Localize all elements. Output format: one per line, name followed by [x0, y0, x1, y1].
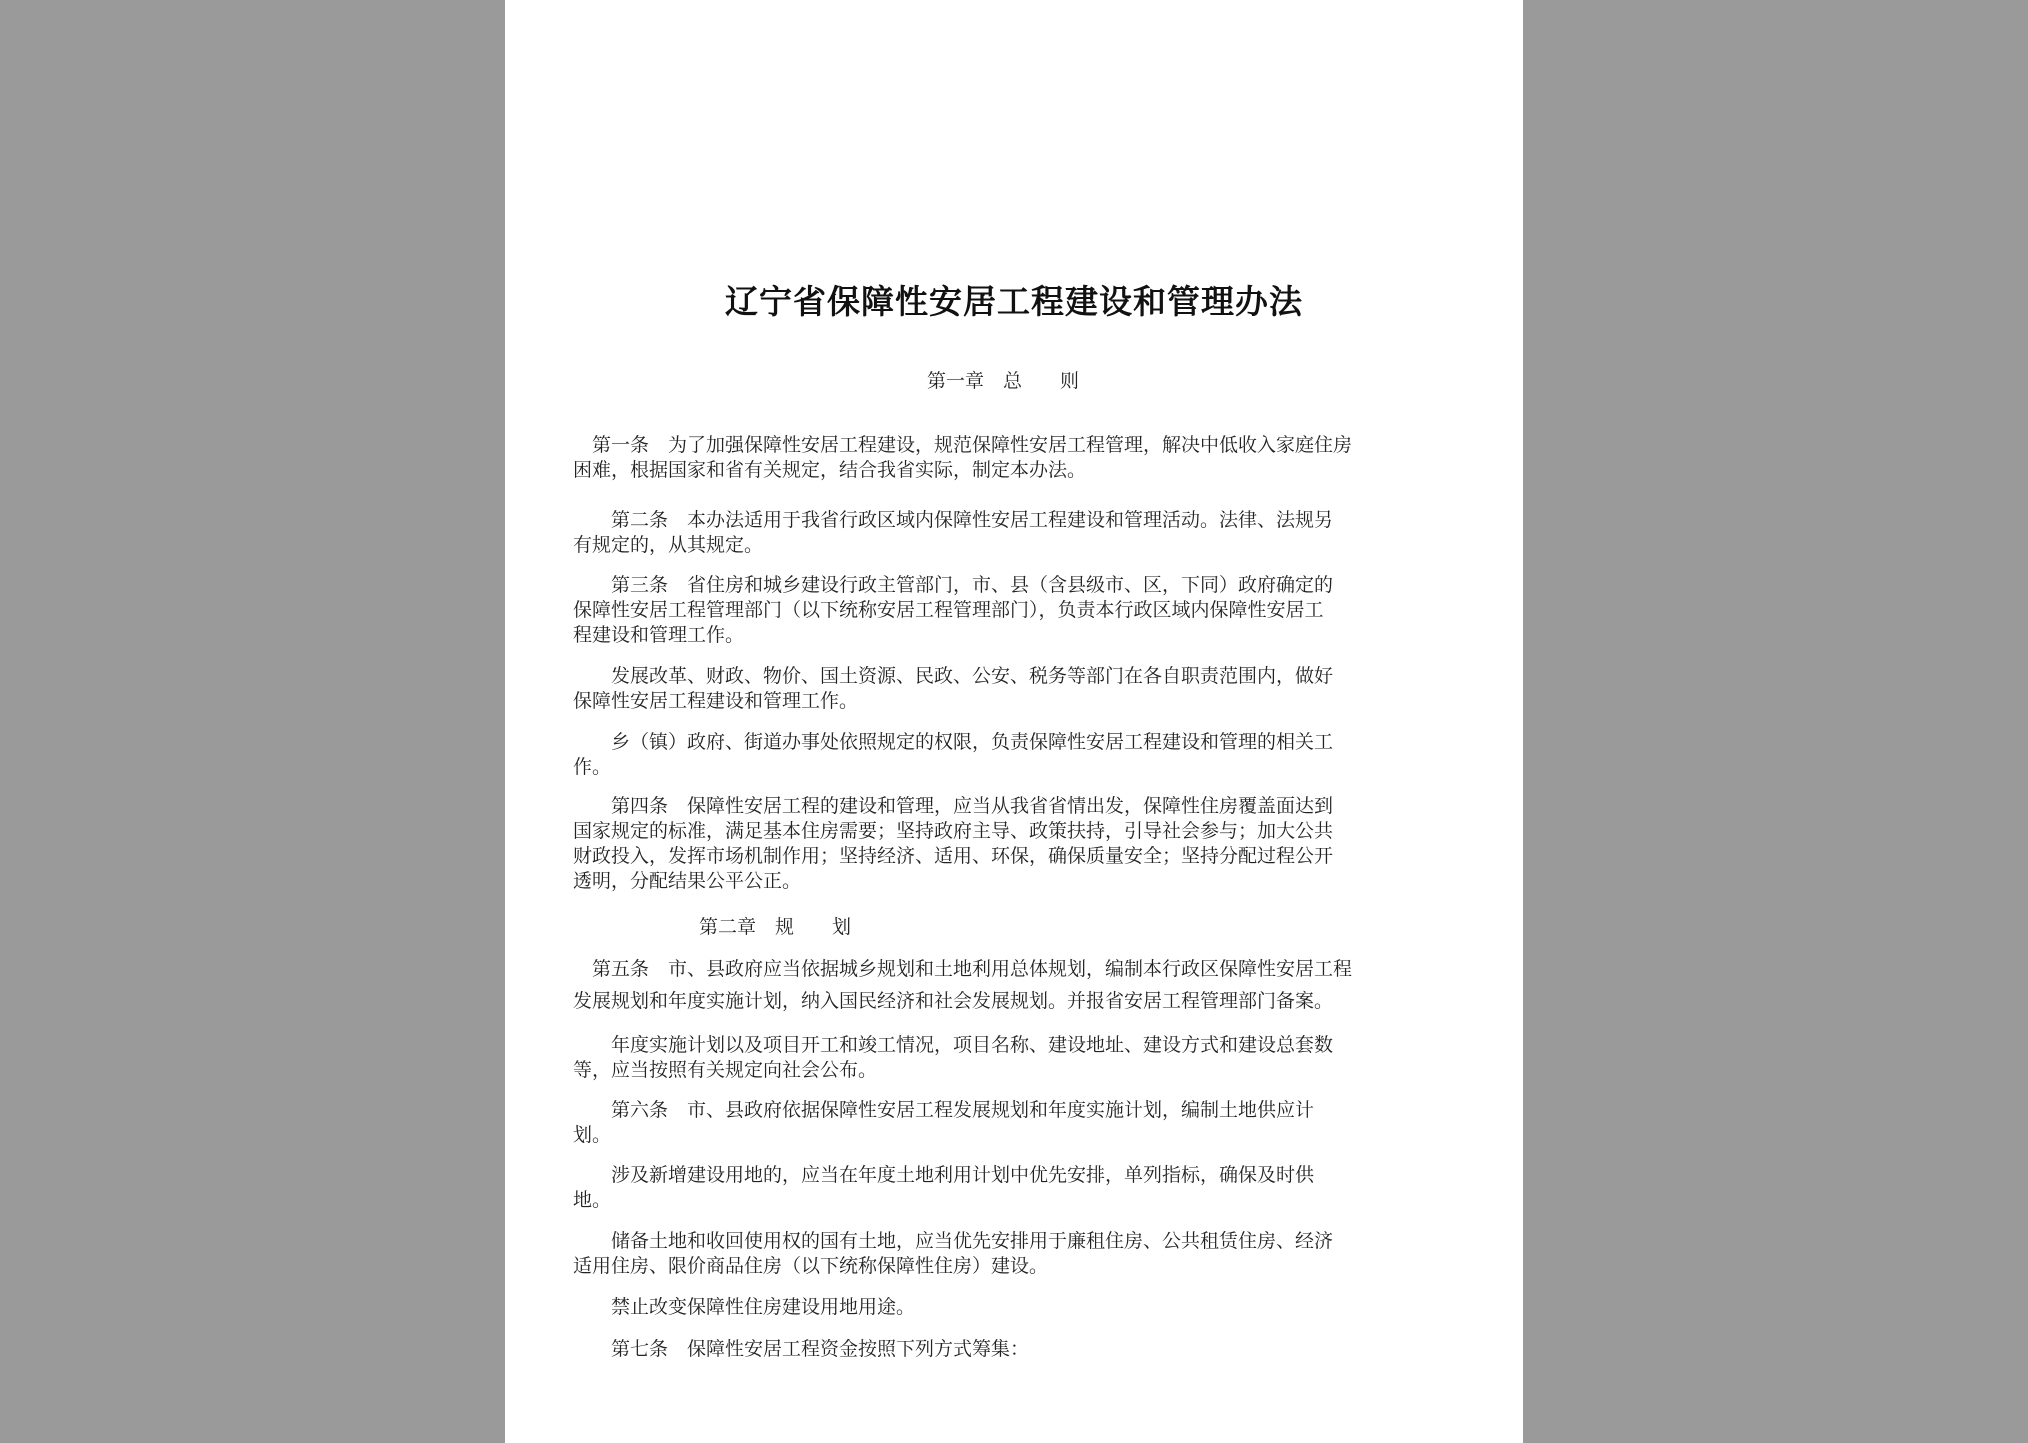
- text-line: 第七条 保障性安居工程资金按照下列方式筹集：: [573, 1338, 1030, 1360]
- text-line: 第二条 本办法适用于我省行政区域内保障性安居工程建设和管理活动。法律、法规另: [573, 509, 1334, 531]
- paragraph-article-3-2: [573, 664, 1453, 714]
- text-line: 发展改革、财政、物价、国土资源、民政、公安、税务等部门在各自职责范围内，做好: [573, 665, 1334, 687]
- paragraph-article-7: [573, 1337, 1453, 1362]
- document-page: [505, 0, 1523, 1443]
- text-line: 划。: [573, 1124, 612, 1146]
- text-line: 透明，分配结果公平公正。: [573, 870, 802, 892]
- text-line: 乡（镇）政府、街道办事处依照规定的权限，负责保障性安居工程建设和管理的相关工: [573, 731, 1334, 753]
- paragraph-article-4: [573, 794, 1453, 894]
- text-line: 地。: [573, 1189, 612, 1211]
- text-line: 第六条 市、县政府依据保障性安居工程发展规划和年度实施计划，编制土地供应计: [573, 1099, 1315, 1121]
- paragraph-article-6-2: [573, 1163, 1453, 1213]
- paragraph-article-5-2: [573, 1033, 1453, 1083]
- text-line: 发展规划和年度实施计划，纳入国民经济和社会发展规划。并报省安居工程管理部门备案。: [573, 990, 1334, 1012]
- text-line: 等，应当按照有关规定向社会公布。: [573, 1059, 878, 1081]
- text-line: 适用住房、限价商品住房（以下统称保障性住房）建设。: [573, 1255, 1049, 1277]
- text-line: 年度实施计划以及项目开工和竣工情况，项目名称、建设地址、建设方式和建设总套数: [573, 1034, 1334, 1056]
- text-line: 国家规定的标准，满足基本住房需要；坚持政府主导、政策扶持，引导社会参与；加大公共: [573, 820, 1334, 842]
- text-line: 保障性安居工程建设和管理工作。: [573, 690, 859, 712]
- paragraph-article-3: [573, 573, 1453, 648]
- text-line: 涉及新增建设用地的，应当在年度土地利用计划中优先安排，单列指标，确保及时供: [573, 1164, 1315, 1186]
- document-title: 辽宁省保障性安居工程建设和管理办法: [725, 282, 1303, 321]
- text-line: 第五条 市、县政府应当依据城乡规划和土地利用总体规划，编制本行政区保障性安居工程: [573, 958, 1353, 980]
- chapter-heading-1: 第一章 总 则: [927, 370, 1080, 392]
- paragraph-article-6-4: [573, 1295, 1453, 1320]
- text-line: 困难，根据国家和省有关规定，结合我省实际，制定本办法。: [573, 459, 1087, 481]
- paragraph-article-5: [573, 957, 1453, 1014]
- paragraph-article-6-3: [573, 1229, 1453, 1279]
- chapter-heading-2: 第二章 规 划: [699, 916, 852, 938]
- paragraph-article-6: [573, 1098, 1453, 1148]
- paragraph-article-1: [573, 433, 1453, 483]
- text-line: 禁止改变保障性住房建设用地用途。: [573, 1296, 916, 1318]
- text-line: 第四条 保障性安居工程的建设和管理，应当从我省省情出发，保障性住房覆盖面达到: [573, 795, 1334, 817]
- text-line: 有规定的，从其规定。: [573, 534, 764, 556]
- text-line: 保障性安居工程管理部门（以下统称安居工程管理部门），负责本行政区域内保障性安居工: [573, 599, 1324, 621]
- text-line: 储备土地和收回使用权的国有土地，应当优先安排用于廉租住房、公共租赁住房、经济: [573, 1230, 1334, 1252]
- paragraph-article-2: [573, 508, 1453, 558]
- text-line: 第一条 为了加强保障性安居工程建设，规范保障性安居工程管理，解决中低收入家庭住房: [573, 434, 1353, 456]
- text-line: 第三条 省住房和城乡建设行政主管部门，市、县（含县级市、区，下同）政府确定的: [573, 574, 1334, 596]
- text-line: 作。: [573, 756, 612, 778]
- text-line: 程建设和管理工作。: [573, 624, 745, 646]
- text-line: 财政投入，发挥市场机制作用；坚持经济、适用、环保，确保质量安全；坚持分配过程公开: [573, 845, 1334, 867]
- paragraph-article-3-3: [573, 730, 1453, 780]
